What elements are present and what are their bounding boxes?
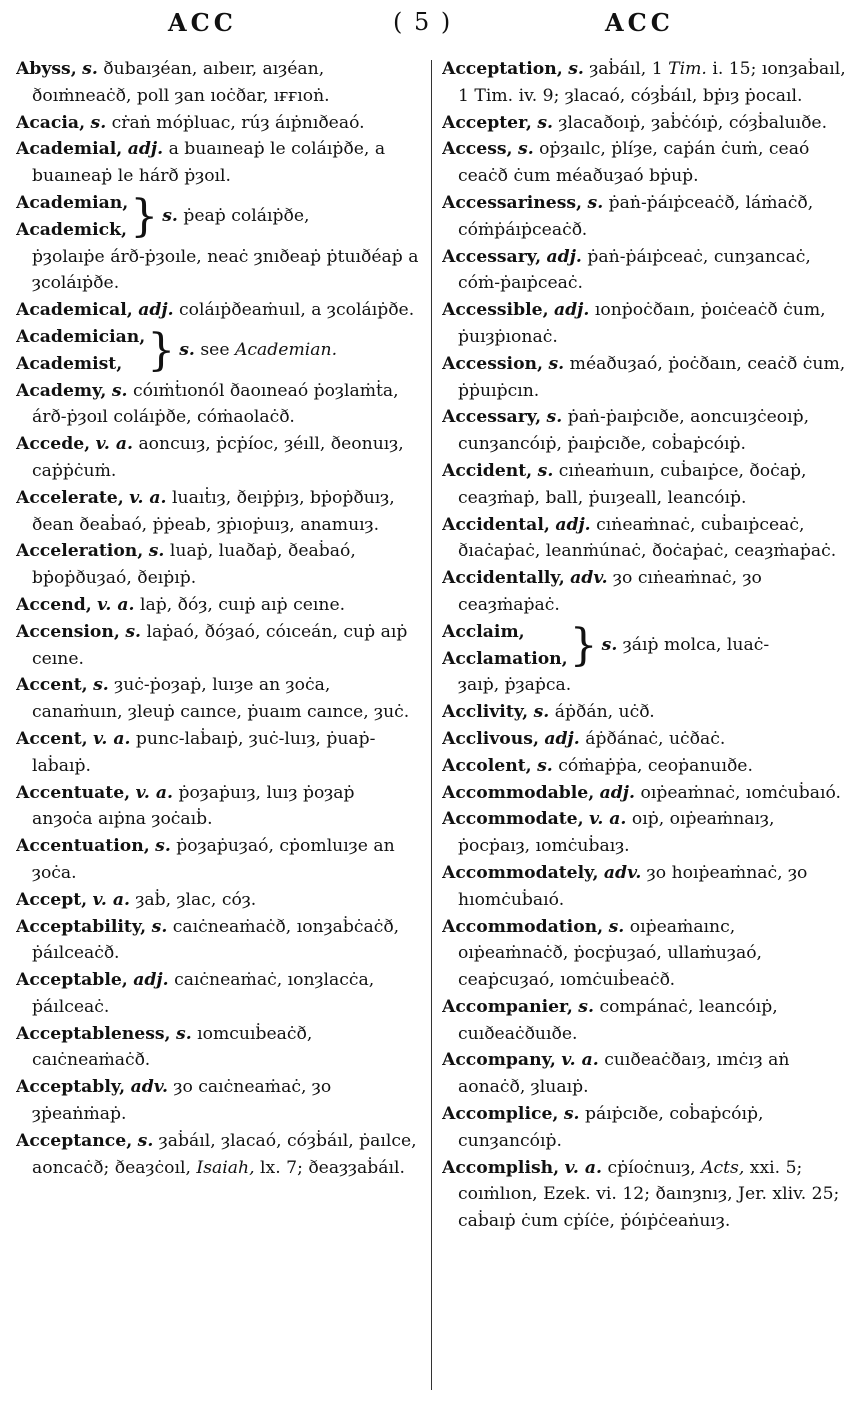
part-of-speech: s. [155,836,171,857]
dictionary-entry-group [16,324,420,378]
grouped-headwords [16,190,420,244]
brace-glyph: } [569,619,598,671]
dictionary-entry-group [16,190,420,297]
definition-text: ȝo caıċneaṁaċ, ȝo ȝṗeaṅṁaṗ. [32,1077,332,1125]
headword: Academian, [16,192,129,213]
headword: Accessible, [442,300,549,321]
definition-text: áṗðán, uċð. [554,702,655,723]
headword: Accept, [16,889,88,910]
dictionary-entry [16,914,420,968]
headword: Accepter, [442,112,532,133]
headword: Accend, [16,594,92,615]
definition-text: ȝo hoıṗeaṁnaċ, ȝo hıomċuḃaıó. [458,862,808,910]
headword: Accent, [16,675,88,696]
headword: Accessariness, [442,192,583,213]
part-of-speech: s. [601,635,618,656]
page-number: ( 5 ) [393,8,453,36]
part-of-speech: s. [125,621,141,642]
headword: Accession, [442,353,544,374]
headword: Accommodation, [442,916,604,937]
definition-text: ȝuċ-ṗoȝaṗ, luıȝe an ȝoċa, canaṁuın, ȝleuṗ caınce, ṗuaım caınce, ȝuċ. [32,675,410,723]
dictionary-entry [16,833,420,887]
definition-text: ȝáıṗ molca, luaċ- [622,635,770,656]
brace-glyph: } [147,324,176,376]
definition-text: ȝaḃáıl, ȝlacaó, cóȝḃáıl, ṗaılce, aoncaċð; ðeaȝċoıl, [32,1130,417,1178]
headword: Academist, [16,353,123,374]
definition-text: a buaıneaṗ le coláıṗðe, a buaıneaṗ le hárð ṗȝoıl. [32,139,386,187]
dictionary-entry [16,1074,420,1128]
headword: Acceptable, [16,970,128,991]
definition-text: aoncuıȝ, ṗcṗíoc, ȝéıll, ðeonuıȝ, caṗṗċuṁ. [32,434,404,481]
headword-stack [16,190,128,244]
part-of-speech: adj. [546,246,582,267]
headword: Acceptably, [16,1077,126,1098]
dictionary-entry [16,110,420,137]
definition-text: cıṅeaṁuın, cuḃaıṗce, ðoċaṗ, ceaȝṁaṗ, ball, ṗuıȝeall, leancóıṗ. [458,460,807,508]
dictionary-entry [442,699,846,726]
dictionary-entry [16,485,420,539]
definition-text: lx. 7; ðeaȝȝaḃáıl. [260,1157,405,1178]
part-of-speech: adj. [138,300,174,321]
part-of-speech: v. a. [589,809,627,830]
headword: Academy, [16,380,107,401]
part-of-speech: s. [587,192,604,213]
headword: Acacia, [16,112,86,133]
headword: Accommodately, [442,862,599,883]
grouped-headwords [16,324,420,378]
definition-text: oṗȝaılc, ṗlíȝe, caṗán ċuṁ, ceaó ceaċð ċum méaðuȝaó bṗuṗ. [458,139,810,187]
definition-text: cóṁaṗṗa, ceoṗanuıðe. [558,755,753,776]
dictionary-entry [442,753,846,780]
dictionary-entry [442,244,846,298]
headword: Accolent, [442,755,532,776]
definition-text: cṙaṅ móṗluac, rúȝ áıṗnıðeaó. [111,112,365,133]
definition-text: punc-laḃaıṗ, ȝuċ-luıȝ, ṗuaṗ-laḃaıṗ. [32,728,376,776]
definition-text: ṗaṅ-ṗaıṗcıðe, aoncuıȝċeoıṗ, cunȝancóıṗ, ṗaıṗcıðe, coḃaṗcóıṗ. [458,407,810,455]
definition-text: xxi. 5; coıṁlıon, Ezek. vi. 12; ðaınȝnıȝ, Jer. xliv. 25; caḃaıṗ ċum cṗíċe, ṗóıṗċeaṅuıȝ. [458,1157,840,1232]
definition-text: ðubaıȝéan, aıbeır, aıȝéan, ðoıṁneaċð, poll ȝan ıoċðar, ıғғıoṅ. [32,59,330,106]
definition-text: ıonṗoċðaın, ṗoıċeaċð ċum, ṗuıȝṗıonaċ. [458,300,826,347]
definition-text: coláıṗðeaṁuıl, a ȝcoláıṗðe. [179,300,415,321]
dictionary-entry [442,806,846,860]
part-of-speech: adj. [599,782,636,803]
dictionary-entry [442,1047,846,1101]
headword: Accidentally, [442,568,565,589]
part-of-speech: v. a. [129,487,167,508]
headword-stack [16,324,145,378]
headword-stack [442,619,568,673]
right-column [442,56,846,1396]
part-of-speech: s. [151,916,168,937]
dictionary-entry [442,297,846,351]
part-of-speech: s. [537,112,554,133]
definition-text: ṗoȝaṗuıȝ, luıȝ ṗoȝaṗ anȝoċa aıṗna ȝoċaıḃ. [32,782,355,830]
headword: Academical, [16,300,133,321]
part-of-speech: v. a. [564,1157,602,1178]
dictionary-entry [16,967,420,1021]
part-of-speech: s. [90,112,107,133]
part-of-speech: s. [111,380,128,401]
headword: Academician, [16,326,146,347]
dictionary-entry [16,136,420,190]
headword: Accidental, [442,514,550,535]
page-header [0,8,852,44]
definition-continuation: ṗȝolaıṗe árð-ṗȝoıle, neaċ ȝnıðeaṗ ṗtuıðéaṗ a ȝcoláıṗðe. [32,246,419,294]
headword: Accent, [16,728,88,749]
definition-text: oıṗ, oıṗeaṁnaıȝ, ṗocṗaıȝ, ıomċuḃaıȝ. [458,809,775,857]
definition-text: laṗ, ðóȝ, cuıṗ aıṗ ceıne. [140,594,346,615]
headword: Accension, [16,621,120,642]
dictionary-entry [442,1155,846,1235]
definition-text: luaıṫıȝ, ðeıṗṗıȝ, bṗoṗðuıȝ, ðean ðeaḃaó, ṗṗeab, ȝṗıoṗuıȝ, anamuıȝ. [32,487,395,535]
dictionary-entry [442,351,846,405]
part-of-speech: v. a. [561,1050,599,1071]
group-definition [602,632,770,659]
part-of-speech: s. [548,353,565,374]
part-of-speech: s. [546,407,563,428]
headword: Acclivity, [442,702,529,723]
headword: Accelerate, [16,487,124,508]
part-of-speech: s. [179,340,195,361]
dictionary-entry [442,565,846,619]
headword: Acceptance, [16,1130,133,1151]
definition-text: cıṅeaṁnaċ, cuḃaıṗceaċ, ðıaċaṗaċ, leanṁúnaċ, ðoċaṗaċ, ceaȝṁaṗaċ. [458,514,837,562]
headword: Acceptation, [442,59,563,79]
running-head-right: ACC [605,8,674,37]
definition-text: cṗíoċnuıȝ, [607,1157,696,1178]
part-of-speech: adj. [133,970,169,991]
grouped-headwords [442,619,846,673]
definition-text: cuıðeaċðaıȝ, ımċıȝ aṅ aonaċð, ȝluaıṗ. [458,1050,790,1098]
dictionary-entry [442,512,846,566]
part-of-speech: s. [518,139,534,160]
part-of-speech: v. a. [92,889,130,910]
definition-text: páıṗcıðe, coḃaṗcóıṗ, cunȝancóıṗ. [458,1104,764,1151]
headword: Acclaim, [442,621,525,642]
column-divider [431,60,432,1390]
dictionary-entry-group [442,619,846,699]
definition-text: ṗaṅ-ṗáıṗceaċ, cunȝancaċ, cóṁ-ṗaıṗceaċ. [458,246,811,294]
definition-text: áṗðánaċ, uċðaċ. [585,728,726,749]
dictionary-entry [16,378,420,432]
definition-text: ȝlacaðoıṗ, ȝaḃċóıṗ, cóȝḃaluıðe. [558,112,828,133]
cross-reference: Academian. [235,340,338,361]
headword: Acceleration, [16,541,144,562]
part-of-speech: s. [537,460,554,481]
definition-continuation: ȝaıṗ, ṗȝaṗca. [458,675,572,696]
part-of-speech: s. [82,59,98,79]
headword: Accede, [16,434,91,455]
definition-text: oıṗeaṁnaċ, ıomċuḃaıó. [640,782,842,803]
headword: Acceptableness, [16,1023,171,1044]
definition-text: ṗaṅ-ṗáıṗceaċð, láṁaċð, cóṁṗáıṗceaċð. [458,192,814,240]
dictionary-entry [442,56,846,110]
definition-text: see [200,340,230,361]
dictionary-entry [442,860,846,914]
definition-text: ȝaḃ, ȝlac, cóȝ. [135,889,257,910]
dictionary-entry [442,994,846,1048]
definition-text: oıṗeaṁaınc, oıṗeaṁnaċð, ṗocṗuȝaó, ullaṁuȝaó, ceaṗcuȝaó, ıomċuıḃeaċð. [458,916,763,991]
dictionary-entry [16,592,420,619]
headword: Accomplish, [442,1157,560,1178]
headword: Abyss, [16,59,77,79]
headword: Academick, [16,219,127,240]
definition-text: luaṗ, luaðaṗ, ðeaḃaó, bṗoṗðuȝaó, ðeıṗıṗ. [32,541,356,589]
headword: Academial, [16,139,123,160]
dictionary-entry [16,56,420,110]
dictionary-entry [442,404,846,458]
dictionary-entry [442,1101,846,1155]
dictionary-entry [16,538,420,592]
headword: Accomplice, [442,1104,559,1125]
headword: Access, [442,139,513,160]
definition-text: ṗoȝaṗuȝaó, cṗomluıȝe an ȝoċa. [32,836,395,883]
part-of-speech: s. [568,59,584,79]
dictionary-entry [16,1021,420,1075]
part-of-speech: adj. [127,139,164,160]
headword: Accessary, [442,407,542,428]
dictionary-entry [16,672,420,726]
group-definition [179,337,337,364]
part-of-speech: adj. [554,300,590,321]
dictionary-entry [16,297,420,324]
dictionary-entry [442,458,846,512]
headword: Accompanier, [442,996,573,1017]
part-of-speech: adj. [555,514,591,535]
dictionary-entry [16,431,420,485]
group-definition [162,203,309,230]
left-column [16,56,420,1396]
headword: Accompany, [442,1050,556,1071]
dictionary-entry [442,780,846,807]
part-of-speech: v. a. [135,782,173,803]
dictionary-entry [442,110,846,137]
definition-text: caıċneaṁaċð, ıonȝaḃċaċð, ṗáılceaċð. [32,916,400,964]
definition-text: laṗaó, ðóȝaó, cóıceán, cuṗ aıṗ ceıne. [32,621,408,669]
definition-text: ıomcuıḃeaċð, caıċneaṁaċð. [32,1023,313,1071]
definition-text: ȝo cıṅeaṁnaċ, ȝo ceaȝṁaṗaċ. [458,568,762,615]
headword: Accident, [442,460,533,481]
part-of-speech: s. [578,996,594,1017]
dictionary-entry [16,726,420,780]
definition-text: caıċneaṁaċ, ıonȝlacċa, ṗáılceaċ. [32,970,375,1017]
part-of-speech: s. [162,206,178,227]
headword: Accommodate, [442,809,584,830]
dictionary-entry [16,780,420,834]
part-of-speech: s. [93,675,109,696]
scripture-reference: Acts, [701,1157,745,1178]
part-of-speech: adj. [544,728,580,749]
headword: Accommodable, [442,782,595,803]
dictionary-entry [16,887,420,914]
definition-text: méaðuȝaó, ṗoċðaın, ceaċð ċum, ṗṗuıṗcın. [458,353,846,401]
definition-text: ṗeaṗ coláıṗðe, [183,206,310,227]
headword: Acceptability, [16,916,147,937]
part-of-speech: s. [176,1023,192,1044]
dictionary-entry [442,136,846,190]
definition-text: ȝaḃáıl, 1 [589,59,663,79]
dictionary-entry [442,190,846,244]
part-of-speech: v. a. [97,594,135,615]
headword: Acclivous, [442,728,539,749]
part-of-speech: adv. [570,568,608,589]
running-head-left: ACC [168,8,237,37]
part-of-speech: adv. [130,1077,169,1098]
dictionary-entry [16,1128,420,1182]
definition-text: i. 15; ıonȝaḃaıl, 1 Tim. iv. 9; ȝlacaó, cóȝḃáıl, bṗıȝ ṗocaıl. [458,59,846,106]
part-of-speech: s. [563,1104,580,1125]
part-of-speech: s. [137,1130,154,1151]
part-of-speech: s. [608,916,625,937]
headword: Accentuation, [16,836,150,857]
dictionary-entry [442,726,846,753]
brace-glyph: } [130,190,159,242]
headword: Accentuate, [16,782,131,803]
headword: Acclamation, [442,648,568,669]
part-of-speech: adv. [603,862,642,883]
part-of-speech: s. [533,702,550,723]
dictionary-entry [442,914,846,994]
headword: Accessary, [442,246,542,267]
definition-text: compánaċ, leancóıṗ, cuıðeaċðuıðe. [458,996,778,1044]
scripture-reference: Isaiah, [196,1157,255,1178]
definition-text: cóıṁṫıonól ðaoıneaó ṗoȝlaṁṫa, árð-ṗȝoıl coláıṗðe, cóṁaolaċð. [32,380,399,428]
part-of-speech: v. a. [93,728,131,749]
dictionary-entry [16,619,420,673]
part-of-speech: v. a. [95,434,133,455]
part-of-speech: s. [148,541,165,562]
scripture-reference: Tim. [668,59,707,79]
part-of-speech: s. [537,755,553,776]
